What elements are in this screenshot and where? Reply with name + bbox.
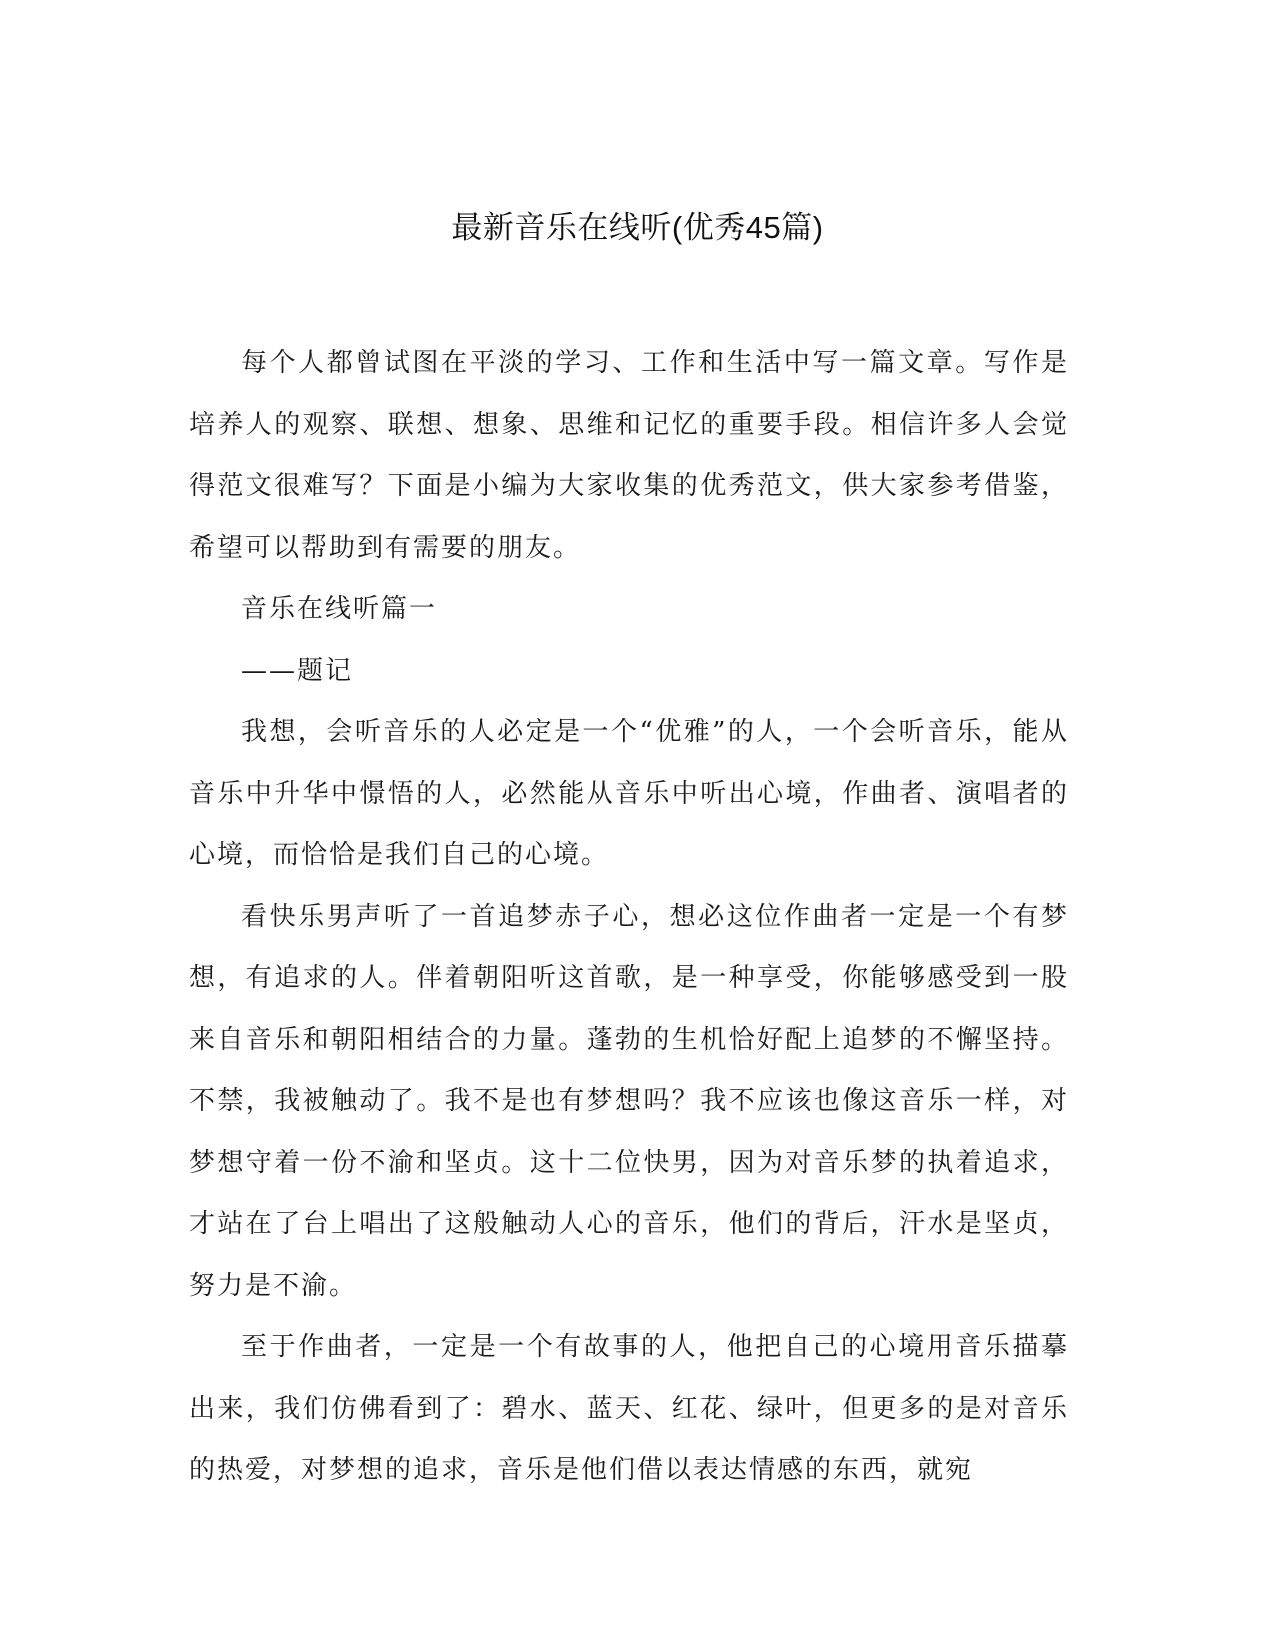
body-paragraph: 我想，会听音乐的人必定是一个“优雅”的人，一个会听音乐，能从音乐中升华中憬悟的人，必然能从音乐中听出心境，作曲者、演唱者的心境，而恰恰是我们自己的心境。 — [189, 717, 1069, 870]
document-title: 最新音乐在线听(优秀45篇) — [451, 210, 824, 245]
body-paragraph: 看快乐男声听了一首追梦赤子心，想必这位作曲者一定是一个有梦想，有追求的人。伴着朝阳听这首歌，是一种享受，你能够感受到一股来自音乐和朝阳相结合的力量。蓬勃的生机恰好配上追梦的不懈坚持。不禁，我被触动了。我不是也有梦想吗？我不应该也像这音乐一样，对梦想守着一份不渝和坚贞。这十二位快男，因为对音乐梦的执着追求，才站在了台上唱出了这般触动人心的音乐，他们的背后，汗水是坚贞，努力是不渝。 — [189, 901, 1069, 1301]
epigraph-label: ——题记 — [241, 655, 354, 686]
section-heading: 音乐在线听篇一 — [241, 594, 438, 624]
intro-paragraph: 每个人都曾试图在平淡的学习、工作和生活中写一篇文章。写作是培养人的观察、联想、想象、思维和记忆的重要手段。相信许多人会觉得范文很难写？下面是小编为大家收集的优秀范文，供大家参考借鉴，希望可以帮助到有需要的朋友。 — [189, 348, 1069, 563]
body-paragraph: 至于作曲者，一定是一个有故事的人，他把自己的心境用音乐描摹出来，我们仿佛看到了：碧水、蓝天、红花、绿叶，但更多的是对音乐的热爱，对梦想的追求，音乐是他们借以表达情感的东西，就宛 — [189, 1332, 1069, 1485]
document-body — [189, 333, 1069, 1502]
